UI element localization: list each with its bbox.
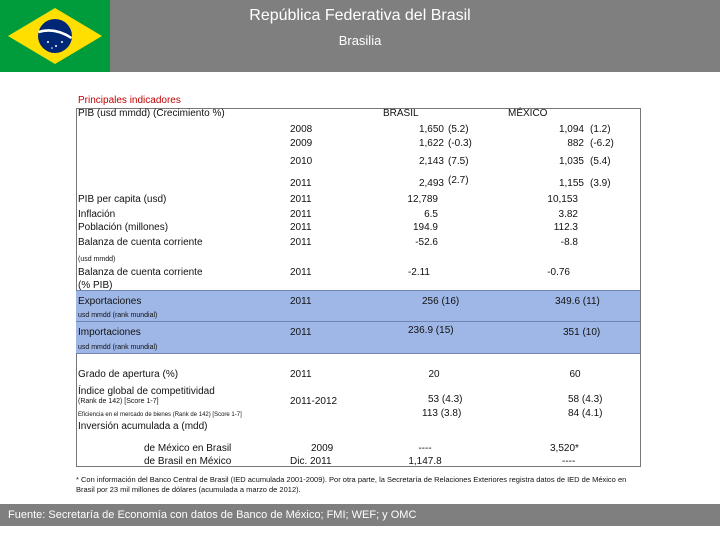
brasil-value: 2,493 [418,178,444,189]
competitividad-label: Índice global de competitividad [78,386,215,397]
inversion-row-label: de México en Brasil [144,443,232,454]
brasil-value: 12,789 [407,194,438,205]
brasil-value: 236.9 (15) [408,325,454,336]
column-header-brasil: BRASIL [383,108,419,119]
brasil-growth: (7.5) [448,156,469,167]
year-cell: Dic. 2011 [290,456,332,467]
competitividad-sub-rank: (Rank de 142) [Score 1-7] [78,398,159,405]
mexico-value: 112.3 [553,222,578,233]
indicator-label: Balanza de cuenta corriente [78,237,203,248]
brasil-growth: (-0.3) [448,138,472,149]
brasil-value: 113 (3.8) [422,408,462,419]
pib-label: PIB (usd mmdd) (Crecimiento %) [78,108,225,119]
indicator-label: PIB per capita (usd) [78,194,167,205]
mexico-value: 351 (10) [563,327,601,338]
year-cell: 2008 [290,124,313,135]
brasil-value: ---- [418,443,432,454]
importaciones-band [76,321,640,354]
year-cell: 2011 [290,209,312,220]
brasil-value: -52.6 [415,237,438,248]
unit-note: usd mmdd (rank mundial) [78,344,158,351]
year-cell: 2011 [290,369,312,380]
mexico-value: ---- [562,456,576,467]
year-cell: 2011 [290,178,312,189]
year-cell: 2010 [290,156,313,167]
mexico-value: 3,520* [550,443,579,454]
year-cell: 2011 [290,267,312,278]
inversion-row-label: de Brasil en México [144,456,232,467]
mexico-value: 1,094 [558,124,584,135]
mexico-growth: (3.9) [590,178,611,189]
column-header-mexico: MÉXICO [508,108,548,119]
year-cell: 2009 [290,138,313,149]
header-bar [0,0,720,72]
brasil-value: -2.11 [407,267,430,278]
year-cell: 2011 [290,222,312,233]
brasil-value: 1,622 [418,138,444,149]
mexico-growth: (-6.2) [590,138,614,149]
source-text: Fuente: Secretaría de Economía con datos de Banco de México; FMI; WEF; y OMC [8,509,417,521]
indicator-label: Inflación [78,209,116,220]
footer-bar [0,504,720,526]
mexico-value: 10,153 [547,194,578,205]
section-title: Principales indicadores [78,95,181,106]
table-border-left [76,108,77,466]
year-cell: 2011 [290,237,312,248]
mexico-value: 58 (4.3) [568,394,603,405]
exportaciones-label: Exportaciones [78,296,142,307]
mexico-value: 349.6 (11) [555,296,600,307]
year-cell: 2011 [290,296,312,307]
unit-note: (usd mmdd) [78,256,116,263]
bcc-label: Balanza de cuenta corriente [78,267,203,278]
year-cell: 2009 [311,443,334,454]
indicator-label: Población (millones) [78,222,169,233]
mexico-value: 3.82 [558,209,578,220]
table-border-right [640,108,641,466]
brasil-value: 53 (4.3) [428,394,463,405]
mexico-value: 1,155 [558,178,584,189]
brasil-growth: (5.2) [448,124,469,135]
brasil-growth: (2.7) [448,175,469,186]
inversion-label: Inversión acumulada a (mdd) [78,421,208,432]
page-subtitle: Brasilia [338,33,382,48]
unit-note: usd mmdd (rank mundial) [78,312,158,319]
year-cell: 2011 [290,194,312,205]
importaciones-label: Importaciones [78,327,141,338]
page-title: República Federativa del Brasil [249,7,471,24]
brasil-value: 256 (16) [422,296,460,307]
brasil-value: 194.9 [412,222,438,233]
mexico-value: 84 (4.1) [568,408,603,419]
brasil-value: 1,650 [418,124,444,135]
year-cell: 2011-2012 [290,396,338,407]
brasil-value: 1,147.8 [408,456,442,467]
competitividad-sub-eficiencia: Eficiencia en el mercado de bienes (Rank de 142) [Score 1-7] [78,412,242,418]
brasil-value: 6.5 [424,209,438,220]
mexico-value: -8.8 [560,237,578,248]
mexico-value: 882 [567,138,584,149]
mexico-value: 1,035 [558,156,584,167]
brasil-value: 2,143 [418,156,444,167]
bcc-label-unit: (% PIB) [78,280,113,291]
year-cell: 2011 [290,327,312,338]
footnote: * Con información del Banco Central de Brasil (IED acumulada 2001-2009). Por otra parte, la Secretaría de Relaciones Exteriores registra datos de IED de México en Brasil por 23 mil millones de dólares (acumulada a marzo de 2012). [76,475,627,494]
brasil-value: 20 [428,369,440,380]
mexico-value: 60 [569,369,581,380]
mexico-value: -0.76 [547,267,570,278]
mexico-growth: (1.2) [590,124,611,135]
mexico-growth: (5.4) [590,156,611,167]
apertura-label: Grado de apertura (%) [78,369,179,380]
